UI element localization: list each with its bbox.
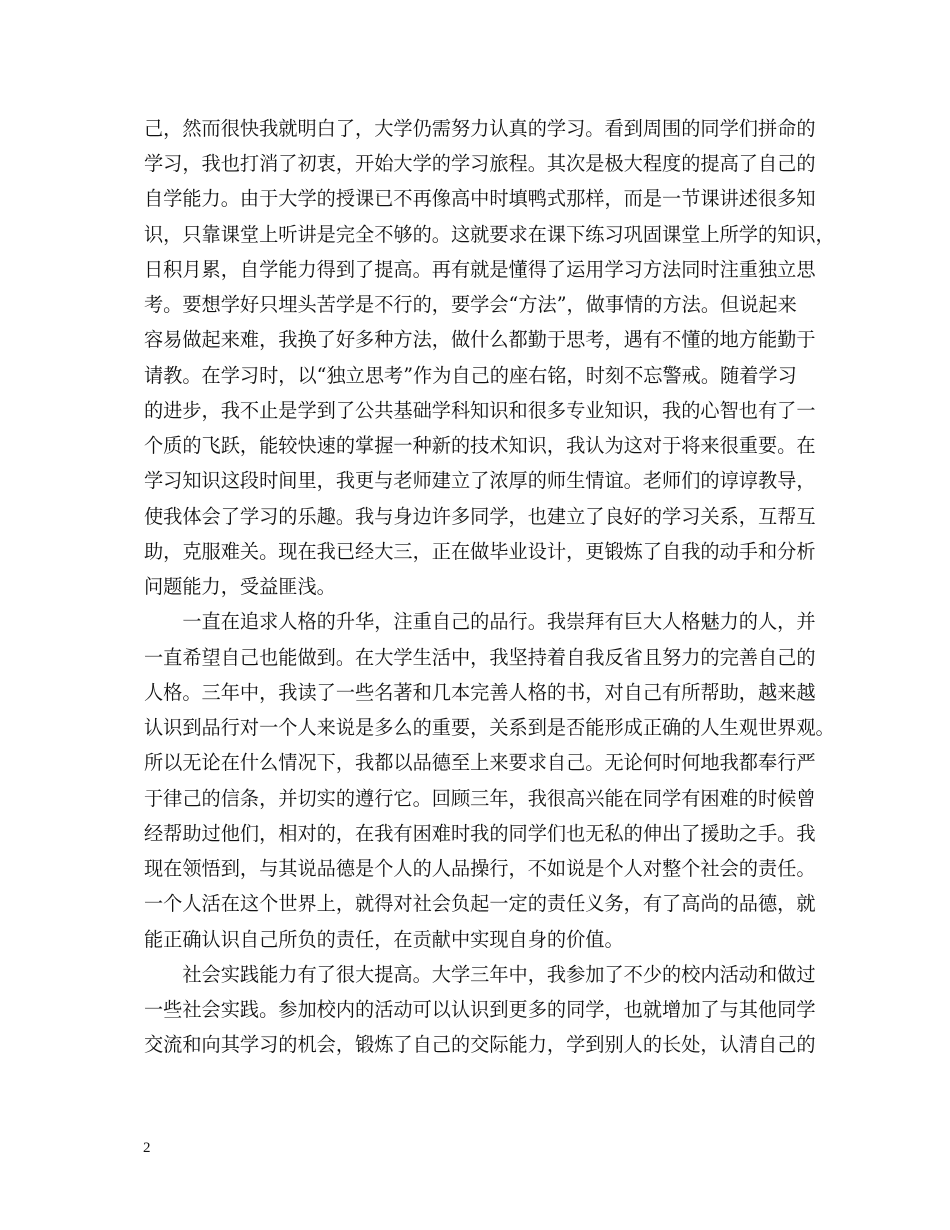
text-line: 一些社会实践。参加校内的活动可以认识到更多的同学，也就增加了与其他同学 xyxy=(144,998,816,1021)
text-line: 认识到品行对一个人来说是多么的重要，关系到是否能形成正确的人生观世界观。 xyxy=(144,716,835,739)
text-line: 学习知识这段时间里，我更与老师建立了浓厚的师生情谊。老师们的谆谆教导， xyxy=(144,469,816,492)
text-line: 于律己的信条，并切实的遵行它。回顾三年，我很高兴能在同学有困难的时候曾 xyxy=(144,787,816,810)
text-line: 一个人活在这个世界上，就得对社会负起一定的责任义务，有了高尚的品德，就 xyxy=(144,892,816,915)
text-line: 一直希望自己也能做到。在大学生活中，我坚持着自我反省且努力的完善自己的 xyxy=(144,646,816,669)
text-line: 使我体会了学习的乐趣。我与身边许多同学，也建立了良好的学习关系，互帮互 xyxy=(144,505,816,528)
text-line: 识，只靠课堂上听讲是完全不够的。这就要求在课下练习巩固课堂上所学的知识， xyxy=(144,223,835,246)
text-line: 助，克服难关。现在我已经大三，正在做毕业设计，更锻炼了自我的动手和分析 xyxy=(144,540,816,563)
text-line: 自学能力。由于大学的授课已不再像高中时填鸭式那样，而是一节课讲述很多知 xyxy=(144,187,816,210)
text-line: 交流和向其学习的机会，锻炼了自己的交际能力，学到别人的长处，认清自己的 xyxy=(144,1033,816,1056)
text-line: 所以无论在什么情况下，我都以品德至上来要求自己。无论何时何地我都奉行严 xyxy=(144,751,816,774)
text-line: 学习，我也打消了初衷，开始大学的学习旅程。其次是极大程度的提高了自己的 xyxy=(144,152,816,175)
text-line: 人格。三年中，我读了一些名著和几本完善人格的书，对自己有所帮助，越来越 xyxy=(144,681,816,704)
text-line: 日积月累，自学能力得到了提高。再有就是懂得了运用学习方法同时注重独立思 xyxy=(144,258,816,281)
page-number: 2 xyxy=(143,1140,151,1156)
text-line: 能正确认识自己所负的责任，在贡献中实现自身的价值。 xyxy=(144,928,624,951)
text-line: 己，然而很快我就明白了，大学仍需努力认真的学习。看到周围的同学们拼命的 xyxy=(144,117,816,140)
text-line: 的进步，我不止是学到了公共基础学科知识和很多专业知识，我的心智也有了一 xyxy=(144,399,816,422)
text-line: 社会实践能力有了很大提高。大学三年中，我参加了不少的校内活动和做过 xyxy=(144,963,816,986)
text-line: 考。要想学好只埋头苦学是不行的，要学会“方法”，做事情的方法。但说起来 xyxy=(144,293,797,316)
text-line: 现在领悟到，与其说品德是个人的人品操行，不如说是个人对整个社会的责任。 xyxy=(144,857,816,880)
text-line: 容易做起来难，我换了好多种方法，做什么都勤于思考，遇有不懂的地方能勤于 xyxy=(144,328,816,351)
text-line: 问题能力，受益匪浅。 xyxy=(144,575,336,598)
text-line: 个质的飞跃，能较快速的掌握一种新的技术知识，我认为这对于将来很重要。在 xyxy=(144,434,816,457)
text-line: 经帮助过他们，相对的，在我有困难时我的同学们也无私的伸出了援助之手。我 xyxy=(144,822,816,845)
text-line: 一直在追求人格的升华，注重自己的品行。我崇拜有巨大人格魅力的人，并 xyxy=(144,610,816,633)
text-line: 请教。在学习时，以“独立思考”作为自己的座右铭，时刻不忘警戒。随着学习 xyxy=(144,364,797,387)
